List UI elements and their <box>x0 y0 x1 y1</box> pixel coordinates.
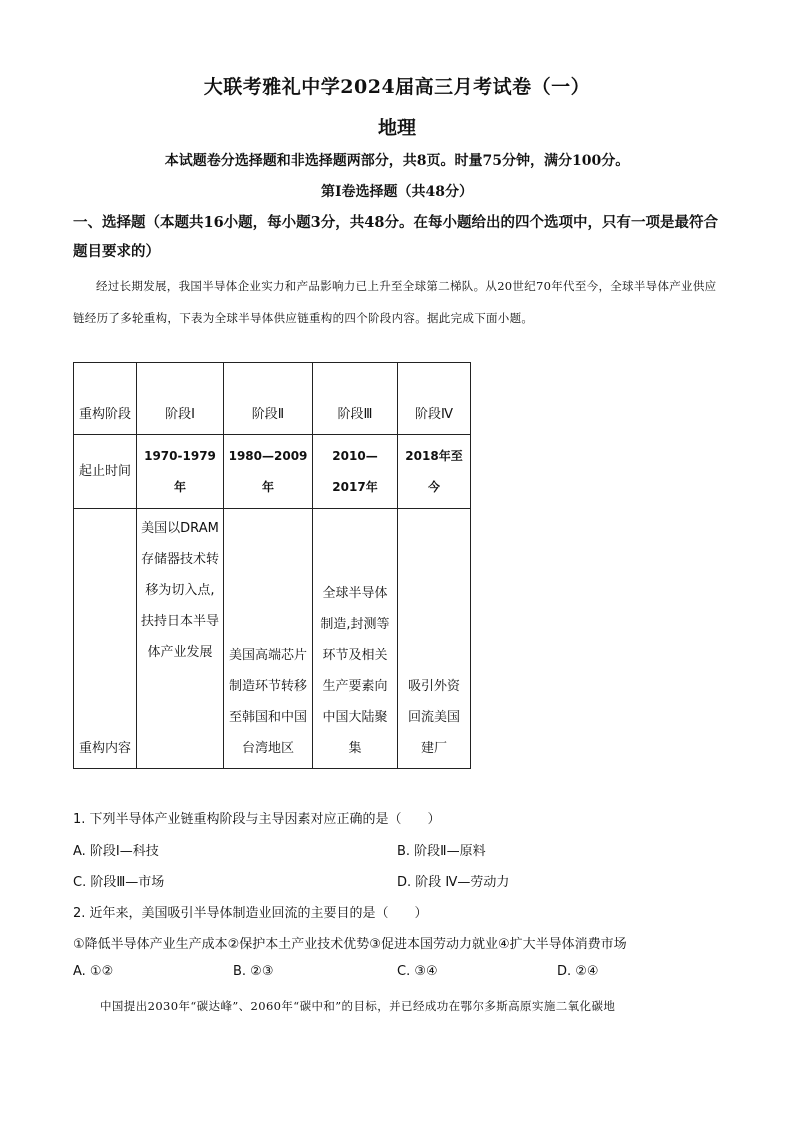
question-1-stem: 1. 下列半导体产业链重构阶段与主导因素对应正确的是（ ） <box>73 812 441 827</box>
question-2-stem: 2. 近年来，美国吸引半导体制造业回流的主要目的是（ ） <box>73 906 428 921</box>
question-2-statements: ①降低半导体产业生产成本②保护本土产业技术优势③促进本国劳动力就业④扩大半导体消费市场 <box>73 937 627 952</box>
stage-header: 阶段Ⅰ <box>137 363 224 435</box>
material-intro: 经过长期发展，我国半导体企业实力和产品影响力已上升至全球第二梯队。从20世纪70年代至今，全球半导体产业供应链经历了多轮重构，下表为全球半导体供应链重构的四个阶段内容。据此完成下面小题。 <box>73 279 717 325</box>
q1-option-b[interactable]: B. 阶段Ⅱ—原料 <box>397 844 486 859</box>
exam-note: 本试题卷分选择题和非选择题两部分，共8页。时量75分钟，满分100分。 <box>164 153 630 169</box>
q2-option-b[interactable]: B. ②③ <box>233 964 274 979</box>
content-cell: 美国高端芯片制造环节转移至韩国和中国台湾地区 <box>224 509 313 769</box>
next-material: 中国提出2030年“碳达峰”、2060年“碳中和”的目标，并已经成功在鄂尔多斯高原实施二氧化碳地 <box>100 999 616 1013</box>
period-cell: 2018年至今 <box>398 435 471 509</box>
restructuring-table <box>73 362 471 769</box>
table-row <box>74 509 471 769</box>
q1-option-a[interactable]: A. 阶段Ⅰ—科技 <box>73 844 159 859</box>
row-label: 重构内容 <box>74 509 137 769</box>
q1-option-c[interactable]: C. 阶段Ⅲ—市场 <box>73 875 165 890</box>
q2-option-a[interactable]: A. ①② <box>73 964 114 979</box>
row-label: 起止时间 <box>74 435 137 509</box>
table-row <box>74 435 471 509</box>
section-heading: 一、选择题（本题共16小题，每小题3分，共48分。在每小题给出的四个选项中，只有一项是最符合题目要求的） <box>73 214 718 260</box>
table-row <box>74 363 471 435</box>
stage-header: 阶段Ⅳ <box>398 363 471 435</box>
content-cell: 美国以DRAM存储器技术转移为切入点,扶持日本半导体产业发展 <box>137 509 224 769</box>
content-cell: 吸引外资回流美国建厂 <box>398 509 471 769</box>
q1-option-d[interactable]: D. 阶段 Ⅳ—劳动力 <box>397 875 510 890</box>
stage-header: 阶段Ⅲ <box>313 363 398 435</box>
period-cell: 2010—2017年 <box>313 435 398 509</box>
q2-option-c[interactable]: C. ③④ <box>397 964 438 979</box>
subject-title: 地理 <box>377 117 416 139</box>
row-label: 重构阶段 <box>74 363 137 435</box>
stage-header: 阶段Ⅱ <box>224 363 313 435</box>
exam-title: 大联考雅礼中学2024届高三月考试卷（一） <box>203 76 591 98</box>
period-cell: 1980—2009年 <box>224 435 313 509</box>
q2-option-d[interactable]: D. ②④ <box>557 964 599 979</box>
content-cell: 全球半导体制造,封测等环节及相关生产要素向中国大陆聚集 <box>313 509 398 769</box>
part-heading: 第Ⅰ卷选择题（共48分） <box>320 184 474 200</box>
period-cell: 1970-1979年 <box>137 435 224 509</box>
